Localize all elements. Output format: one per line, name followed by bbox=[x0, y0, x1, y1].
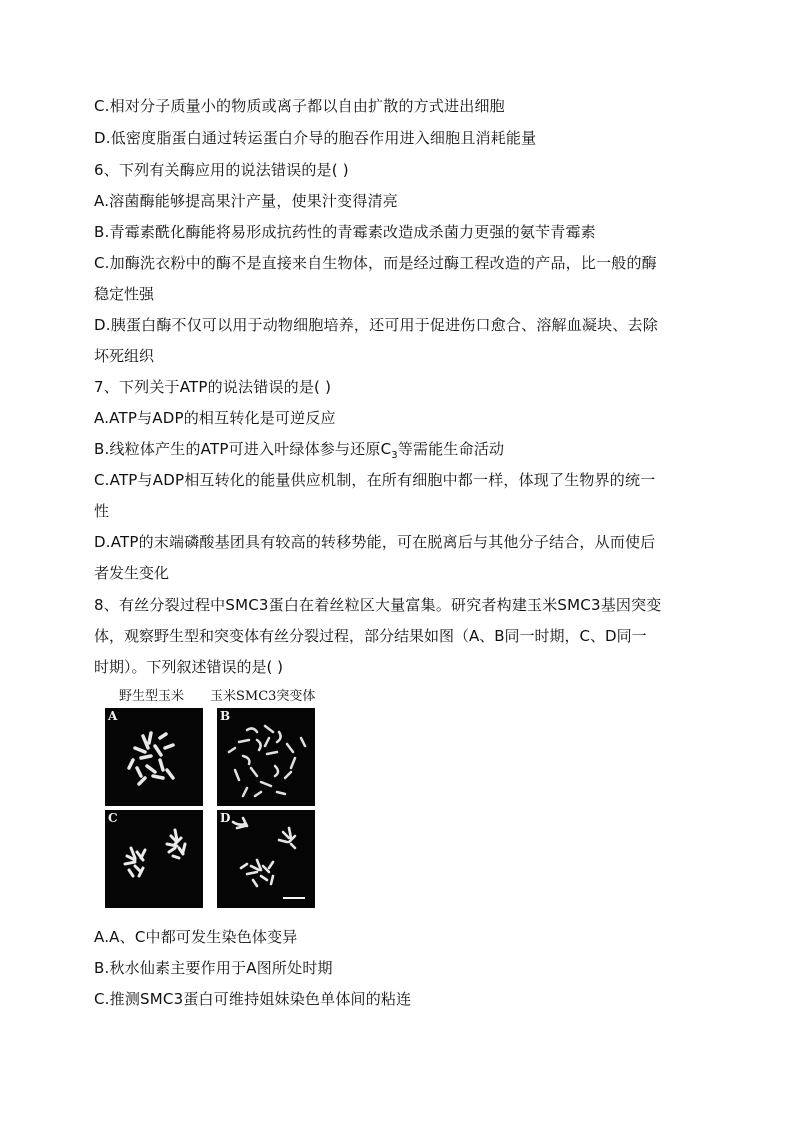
q7b-text-pre: B.线粒体产生的ATP可进入叶绿体参与还原C bbox=[94, 440, 392, 458]
header-wild-type: 野生型玉米 bbox=[119, 689, 185, 704]
q7-option-b bbox=[94, 439, 504, 459]
q6-option-c-line1: C.加酶洗衣粉中的酶不是直接来自生物体，而是经过酶工程改造的产品，比一般的酶 bbox=[94, 254, 657, 272]
q7b-text-post: 等需能生命活动 bbox=[397, 440, 505, 458]
q7-option-c-line1: C.ATP与ADP相互转化的能量供应机制，在所有细胞中都一样，体现了生物界的统一 bbox=[94, 471, 656, 489]
question-7: 7、下列关于ATP的说法错误的是( ) bbox=[94, 378, 332, 396]
question-8-line3: 时期）。下列叙述错误的是( ) bbox=[94, 658, 283, 676]
question-8-line1: 8、有丝分裂过程中SMC3蛋白在着丝粒区大量富集。研究者构建玉米SMC3基因突变 bbox=[94, 596, 662, 614]
q7-option-c-line2: 性 bbox=[94, 502, 110, 520]
q6-option-b: B.青霉素酰化酶能将易形成抗药性的青霉素改造成杀菌力更强的氨苄青霉素 bbox=[94, 223, 596, 241]
panel-b-label: B bbox=[220, 709, 231, 723]
q6-option-d-line2: 坏死组织 bbox=[94, 347, 155, 365]
panel-b bbox=[217, 708, 315, 806]
q6-option-d-line1: D.胰蛋白酶不仅可以用于动物细胞培养，还可用于促进伤口愈合、溶解血凝块、去除 bbox=[94, 316, 658, 334]
micrograph-figure bbox=[105, 688, 320, 912]
q8-option-c: C.推测SMC3蛋白可维持姐妹染色单体间的粘连 bbox=[94, 990, 412, 1008]
q6-option-c-line2: 稳定性强 bbox=[94, 285, 155, 303]
panel-a-label: A bbox=[108, 709, 118, 723]
q6-option-a: A.溶菌酶能够提高果汁产量，使果汁变得清亮 bbox=[94, 192, 398, 210]
q7-option-a: A.ATP与ADP的相互转化是可逆反应 bbox=[94, 409, 336, 427]
panel-d-chromosomes bbox=[217, 810, 315, 908]
panel-c-label: C bbox=[108, 811, 118, 825]
q8-option-a: A.A、C中都可发生染色体变异 bbox=[94, 928, 298, 946]
q8-option-b: B.秋水仙素主要作用于A图所处时期 bbox=[94, 959, 333, 977]
panel-c-chromosomes bbox=[105, 810, 203, 908]
question-8-line2: 体，观察野生型和突变体有丝分裂过程，部分结果如图（A、B同一时期，C、D同一 bbox=[94, 627, 647, 645]
q7-option-d-line2: 者发生变化 bbox=[94, 564, 170, 582]
panel-d-label: D bbox=[220, 811, 231, 825]
panel-c bbox=[105, 810, 203, 908]
q7-option-d-line1: D.ATP的末端磷酸基团具有较高的转移势能，可在脱离后与其他分子结合，从而使后 bbox=[94, 533, 656, 551]
panel-b-chromosomes bbox=[217, 708, 315, 806]
q5-option-c: C.相对分子质量小的物质或离子都以自由扩散的方式进出细胞 bbox=[94, 97, 505, 115]
panel-d bbox=[217, 810, 315, 908]
q5-option-d: D.低密度脂蛋白通过转运蛋白介导的胞吞作用进入细胞且消耗能量 bbox=[94, 129, 537, 147]
panel-a-chromosomes bbox=[105, 708, 203, 806]
header-mutant: 玉米SMC3突变体 bbox=[210, 689, 316, 704]
question-6: 6、下列有关酶应用的说法错误的是( ) bbox=[94, 161, 349, 179]
q7b-subscript: 3 bbox=[391, 450, 398, 461]
panel-a bbox=[105, 708, 203, 806]
